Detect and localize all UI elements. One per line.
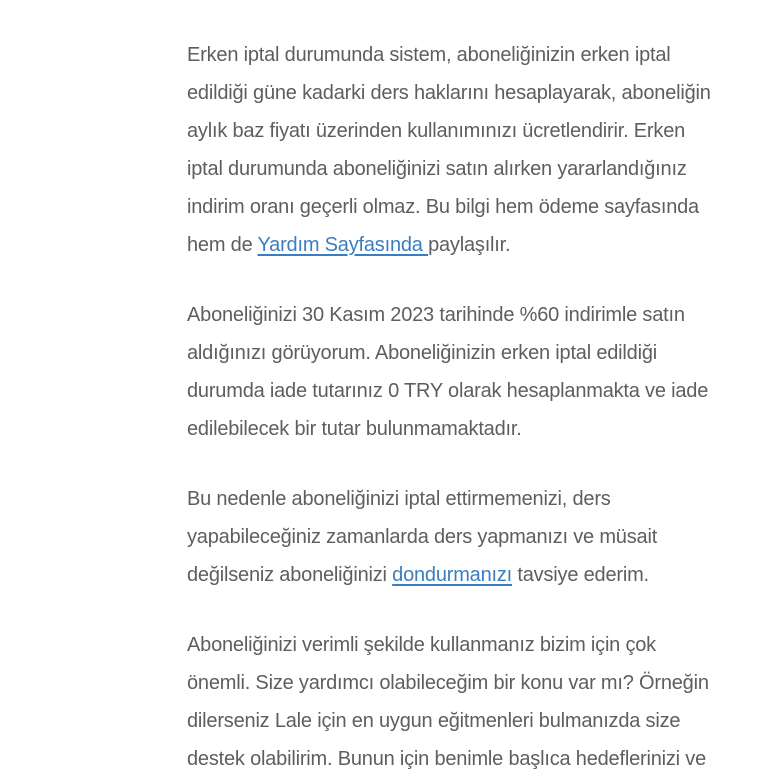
link-line-pre-text: hem de — [187, 234, 258, 256]
paragraph-early-cancel-policy — [187, 36, 711, 264]
text-line: yapabileceğiniz zamanlarda ders yapmanızı ve müsait — [187, 526, 658, 548]
text-line-with-link — [187, 226, 711, 264]
link-line-post-text: paylaşılır. — [428, 234, 511, 256]
text-line: aylık baz fiyatı üzerinden kullanımınızı ücretlendirir. Erken — [187, 120, 686, 142]
text-line: önemli. Size yardımcı olabileceğim bir konu var mı? Örneğin — [187, 672, 709, 694]
text-line: dilerseniz Lale için en uygun eğitmenleri bulmanızda size — [187, 710, 681, 732]
text-line-with-link — [187, 556, 711, 594]
text-line: edilebilecek bir tutar bulunmamaktadır. — [187, 418, 522, 440]
help-page-link[interactable]: Yardım Sayfasında — [257, 234, 429, 256]
paragraph-recommendation — [187, 480, 711, 594]
text-line: Aboneliğinizi 30 Kasım 2023 tarihinde %60 indirimle satın — [187, 304, 685, 326]
paragraph-assistance-offer — [187, 626, 711, 778]
text-line: aldığınızı görüyorum. Aboneliğinizin erken iptal edildiği — [187, 342, 657, 364]
freeze-subscription-link[interactable]: dondurmanızı — [392, 564, 513, 586]
support-message-text — [187, 36, 711, 778]
text-line: Aboneliğinizi verimli şekilde kullanmanız bizim için çok — [187, 634, 656, 656]
text-line: Erken iptal durumunda sistem, aboneliğinizin erken iptal — [187, 44, 671, 66]
text-line: indirim oranı geçerli olmaz. Bu bilgi hem ödeme sayfasında — [187, 196, 699, 218]
text-line: destek olabilirim. Bunun için benimle başlıca hedeflerinizi ve — [187, 748, 706, 770]
paragraph-refund-amount — [187, 296, 711, 448]
text-line: iptal durumunda aboneliğinizi satın alırken yararlandığınız — [187, 158, 687, 180]
link-line-post-text: tavsiye ederim. — [512, 564, 649, 586]
text-line: Bu nedenle aboneliğinizi iptal ettirmemenizi, ders — [187, 488, 611, 510]
text-line: durumda iade tutarınız 0 TRY olarak hesaplanmakta ve iade — [187, 380, 709, 402]
text-line: edildiği güne kadarki ders haklarını hesaplayarak, aboneliğin — [187, 82, 711, 104]
link-line-pre-text: değilseniz aboneliğinizi — [187, 564, 393, 586]
